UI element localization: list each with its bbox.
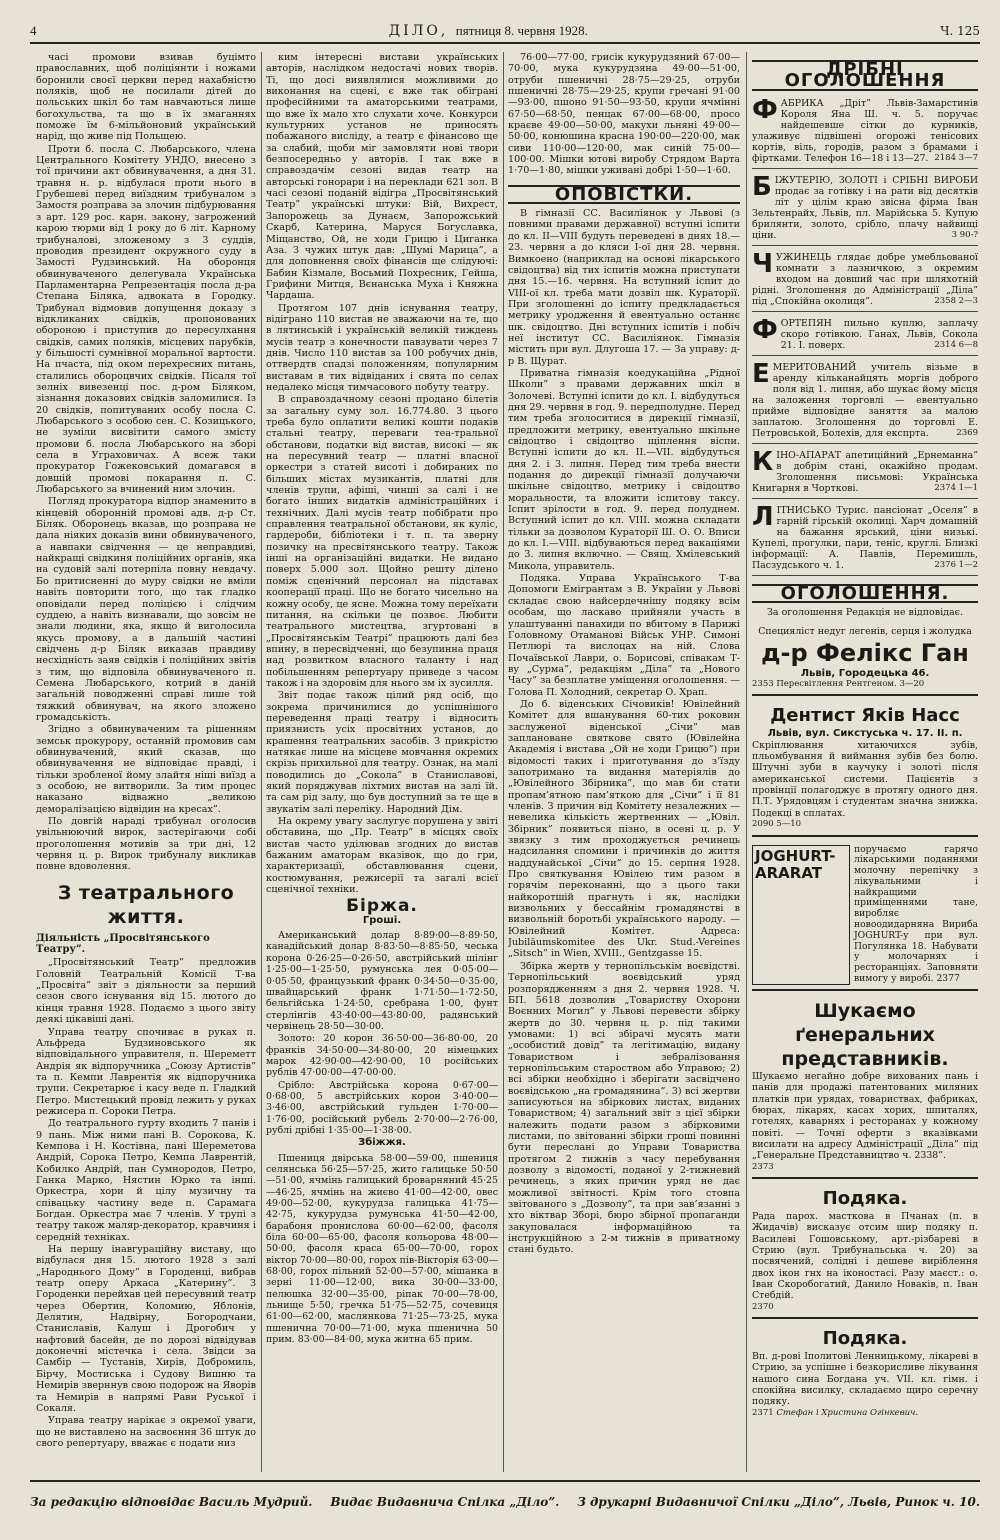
thanks-text: Рада парох. масткова в Пчанах (п. в Жидачів) висказує отсим шир подяку п. Василеві Гошовському, арт.-різбареві в Стрию (вул. Трибунальська ч. 20) за посвячений, солідні і дешеве виріблення двох ікон гнх на іконостасі. Разу маєст.: о. Іван Скоробогатий, Данило Новаків, п. Іван Стебдій. bbox=[752, 1210, 978, 1302]
ad-dropcap: Е bbox=[752, 358, 770, 389]
column-divider bbox=[746, 52, 747, 1472]
article-paragraph: „Просвітянський Театр” предложив Головній Театральній Комісії Т-ва „Просвіта” звіт з діяльности за перший сезон свого існування від 15. лютого до кінця травня 1928. Подаємо з цього звіту деякі цікавіші дані. bbox=[36, 957, 256, 1026]
thanks-footer bbox=[752, 1408, 978, 1419]
ad-code: 2358 2—3 bbox=[934, 295, 978, 306]
ad-dropcap: Ф bbox=[752, 314, 778, 345]
exchange-continued: 76·00—77·00, грисік кукурудзяний 67·00—70·00, мука кукурудзяна 49·00—51·00, отруби пшеничні 28·75—29·25, отруби пшеничні 28·75—29·25, крупи гречані 91·00—93·00, пшоно 91·50—93·50, крупи ячмінні 67·50—68·50, пенцак 67·00—68·00, просо краєве 49·00—50·00, макухи льняні 49·00—50·00, конюшина красна 190·00—220·00, мак сиви 110·00—120·00, мак синій 75·00—100·00. Мішки ютові виробу Стрядом Варта 1·70—1·80, мішки уживані добрі 1·50—1·60. bbox=[508, 52, 740, 177]
small-ad bbox=[752, 502, 978, 576]
article-paragraph: Згідно з обвинуваченим та рішенням земськ прокурору, останній промовив сам обвинувачений, який сказав, що обвинувачення не відповідає правді, і тільки зробленої йому злайтя ніші виїзд а з особою, не витворили. За тим процес наказано відважно „великою деморалізацією відвідин на кресах”. bbox=[36, 724, 256, 815]
footer-publisher: Видає Видавнича Спілка „Діло”. bbox=[330, 1495, 560, 1509]
seeking-title: Шукаємо ґенеральних представників. bbox=[781, 999, 949, 1070]
small-ad bbox=[752, 95, 978, 169]
ad-code: 2376 1—2 bbox=[934, 559, 978, 570]
notice-item: До б. віденських Січовиків! Ювілейний Комітет для вшанування 60-тих роковин заслуженої віденської „Січи” мав заплановане святкове свято (Ювілейна Академія і вистава „Ой не ходи Грицю”) при відомості таких і приготування до з’їзду запотримано та видання матеріялів до „Ювілейного Збірника”, що мав би стати пропам’ятною пам’яткою для „Січи” і її 81 членів. З причин від Комітету незалежних — невелика кількість жертвенних — „Ювіл. Збірник” появиться пізно, в осені ц. р. У звязку з тим проходжується речинець надсилання спомини і причинків до життя наддунайської „Січи” до 15. серпня 1928. Про святкування Ювілею тим разом в горячім переконанні, що з цього таки найкоротшій прагнуть і як, наслідки визвольних у бессайнім громадянстві в визвольній боротьбі українського народу. — Ювілейний Комітет. Адреса: Jubiläumskomitee des Ukr. Stud.-Vereines „Sitsch” in Wien, XVIII., Gentzgasse 15. bbox=[508, 698, 740, 960]
thanks-code: 2371 bbox=[752, 1407, 774, 1418]
article-paragraph: ким інтересні вистави українських авторів, наслідком недостачі нових творів. Ті, що досі виявлялися можливими до виконання на сцені, є вже так обіграні професійними та аматорськими театрами, що вже їх мало хто слухати хоче. Конкурси культурних установ не приносять побажаного висліду, а театр є фінансово ще за слабий, щоби міг замовляти нові твори безпосередньо у авторів. І так вже в справоздачім сезоні видав театр на авторські гонорари і на переклади 621 зол. В часі сезоні поданій відігра „Просвітянський Театр” українські штуки: Вій, Вихрест, Запорожець за Дунаєм, Запорожський Скарб, Катерина, Маруся Богуславка, Міщанство, Ой, не ходи Грицю і Циганка Аза. З чужих штук дав: „Шумі Марица”, а для доповнення своїх фінансів ще слідуючі: Бабин Кізмале, Восьмий Похресник, Гейша, Грифини Митця, Вєнанська Муха і Княжна Чардаша. bbox=[266, 52, 498, 302]
doctor-extra: Пересвітлення Рентгеном. 3—20 bbox=[776, 679, 925, 690]
thanks-heading: Подяка. bbox=[822, 1328, 908, 1350]
ad-text: УЖИНЕЦЬ глядає добре умебльованої комнати з лазничкою, з окремим входом на довший час при шляхотній рідні. Зголошення до Адміністрації „Діла” під „Спокійна околиця”. bbox=[752, 251, 978, 307]
ad-text: ОРТЕПЯН пильно куплю, заплачу скоро готівкою. Ганах, Львів, Сокола 21. І. поверх. bbox=[780, 317, 978, 351]
doctor-specialty: Специяліст недуг легенів, серця і жолудка bbox=[758, 626, 972, 638]
seeking-ad bbox=[752, 995, 978, 1179]
ad-code: 2374 1—1 bbox=[934, 482, 978, 493]
thanks-heading: Подяка. bbox=[822, 1187, 908, 1209]
small-ad bbox=[752, 447, 978, 499]
general-ads-heading: ОГОЛОШЕННЯ. bbox=[752, 584, 978, 603]
article-paragraph: По довгій нараді трибунал оголосив увільнюючий вирок, застерігаючи собі проголошення мотивів за три дні, 12 червня ц. р. Вирок трибуналу викликав повне вдоволення. bbox=[36, 816, 256, 873]
column-1 bbox=[36, 52, 256, 1472]
article-paragraph: На окрему увагу заслугує порушена у звіті обставина, що „Пр. Театр” в місцях своїх вистав часто уділював згодних до вистав бажаним аматорам вказівок, що до гри, характеризації, обставлювання сцени, костюмування, режисерії та загалі всієї сценічної техніки. bbox=[266, 816, 498, 896]
column-divider bbox=[261, 52, 262, 1472]
page-footer bbox=[30, 1480, 980, 1522]
article-paragraph: Проти б. посла С. Любарського, члена Центрального Комітету УНДО, внесено з тої причини акт обвинувачення, а дня 31. травня н. р. відбулася проти нього в Грубешеві перед виїздним трибуналом з Замостя розправа за злочин підбурювання з арт. 129 рос. карн. закону, загрожений карою тюрми від 1 року до 6 літ. Карному трибуналові, зложеному з 3 суддів, проводив президент окружного суду в Замості Рудзинський. На оборонця обвинуваченого делегувала Українська Парламентарна Репрезентація посла д-ра Степана Біляка, адвоката в Городку. Трибунал відмовив допущення доказу з відкликаних свідків, пропонованих обороною і приступив до пересулхання свідків, самих поляків, місцевих парубків, у більшості сумнівної моральної вартости. На пчаста, під оком перехресних питань, сталились обороцвчих свідків. Пісаля тої зелніх вивезенці пос. д-ром Біляком, зізнання доказових свідків заломилися. Із 20 свідків, попитуваних особу посла С. Любарського з особою сен. С. Козицького, не зуміли висвітити самого змісту промови б. посла Любарського на зборі села в Уграховичах. А всеж таки прокуратор Гожековський домагався в довшій промові покарання п. С. Любарського за вчинений ним злочин. bbox=[36, 143, 256, 496]
newspaper-name: ДІЛО, bbox=[388, 23, 449, 39]
article-paragraph: На першу інавгураційну виставу, що відбулася дня 15. лютого 1928 з залі „Народнього Дому” в Городенці, вибрав театр оперу Аркаса „Катерину”. З Городенки перейхав цей пересувний театр через Обертин, Коломию, Яблонів, Делятин, Надвірну, Богородчани, Станиславів, Калуш і Дрогобич у нафтовий басейн, де по дорозі відвідував доконечні містечка і села. Звідси за Самбір — Тустанів, Хирів, Добромиль, Бірчу, Мостиська і Судову Вишню та Немирів зверннув свою подорож на Яворів та Немирів в напрямі Рави Руської і Сокаля. bbox=[36, 1244, 256, 1414]
ad-code: 3 90-? bbox=[951, 229, 978, 240]
masthead bbox=[30, 20, 980, 44]
ad-text: МЕРИТОВАНИЙ учитель візьме в аренду кільканайцять моргів доброго поля від 1. липня, або шукає йому місця на заложення торговлі — евентуально прийме відповідне заняття за малою заплатою. Зголошення до торговлі Е. Петровськой, Болехів, для експрта. bbox=[752, 361, 978, 439]
doctor-address: Львів, Городецька 46. bbox=[800, 667, 930, 679]
doctor-footer bbox=[752, 679, 978, 690]
article-paragraph: часі промови взивав буцімто православних, щоб поліціянти і ножами боронили своєї церкви перед нахабністю поляків, щоб не посилали дітей до польських шкіл бо там навчаються лише богохульства, та що в їх змаганнях поможе їм 6-мільйоновий український нарід, що живе під Польщею. bbox=[36, 52, 256, 143]
issue-date: пятниця 8. червня 1928. bbox=[455, 23, 588, 38]
ad-dropcap: Ф bbox=[752, 94, 778, 125]
ad-code: 2314 6—8 bbox=[934, 339, 978, 350]
yoghurt-ad bbox=[752, 841, 978, 991]
notice-item: Подяка. Управа Українського Т-ва Допомоги Емігрантам з В. України у Львові складає свою найсердечнішу подяку всім особам, що ласкаво прийняли участь в улаштуванні панахиди по вбитому в Парижі Головному Отаманові Військ УНР. Симоні Петлюрі та вислоцах на ній. Слова Почаївської Лаври, о. Борисові, співакам Т-ву „Сурма”, редакціям „Діла” та „Нового Часу” за безплатне уміщення оголошення. — Голова П. Холодний, секретар О. Храп. bbox=[508, 573, 740, 698]
footer-editor: За редакцію відповідає Василь Мудрий. bbox=[30, 1495, 313, 1509]
article-paragraph: Управа театру нарікає з окремої уваги, що не виставлено на засвоєння 36 штук до свого репертуару, вважає є подати низ bbox=[36, 1415, 256, 1449]
yoghurt-text: поручаємо гарячо лікарськими поданнями молочну перепічку з лікувальними і найкращими приміщеннями тане, виробляє новоодидарняна Вириба JOGHURT-у при вул. Погулянка 18. Набувати у молочарнях і ресторанціях. Заповняти вимогу у виробі. 2377 bbox=[854, 843, 978, 985]
footer-printer: З друкарні Видавничої Спілки „Діло”, Львів, Ринок ч. 10. bbox=[577, 1495, 980, 1509]
thanks-signature: Стефан і Христина Огінкевич. bbox=[776, 1407, 919, 1418]
ad-dropcap: Ч bbox=[752, 248, 774, 279]
ad-dropcap: К bbox=[752, 446, 774, 477]
doctor-ad bbox=[752, 622, 978, 696]
dentist-ad bbox=[752, 700, 978, 836]
column-divider bbox=[503, 52, 504, 1472]
theatre-heading: З театрального життя. bbox=[57, 881, 235, 928]
exchange-subheading-grain: Збіжжя. bbox=[358, 1137, 406, 1149]
exchange-gold: Золото: 20 корон 36·50·00—36·80·00, 20 франків 34·50·00—34·80·00, 20 німецьких марок 42·90·00—42·90·00, 10 російських рублів 47·00·00—47·00·00. bbox=[266, 1033, 498, 1079]
article-paragraph: Протягом 107 днів існування театру, відіграно 110 вистав не зважаючи на те, що в лятинській і українській великій тиждень мусів театр з конечности павзувати через 7 днів. Число 110 вистав за 100 робучих днів, оттвердтв спадзі положенням, популярним виставам в тих відвіданих і свята по селах недалеко місця тимчасового побуту театру. bbox=[266, 302, 498, 393]
small-ad bbox=[752, 359, 978, 444]
general-ads-note: За оголошення Редакція не відповідає. bbox=[766, 607, 964, 619]
notice-item: В гімназії СС. Василіянок у Львові (з повними правами державної) вступні іспити до кл. II—VIII будуть переведені в днях 18.—23. червня а до кляси І-ої дня 28. червня. Вимкоено (наприклад на основі лікарського свідоцтва) від тих іспитів можна приступати дня 15.—16. червня. На вступний іспит до VIII-ої кл. треба мати дозвіл шк. Кураторії. При зголошенні до іспиту предкладається метрику уродження й евентуально останнє шк. свідоцтво. Дні вступних іспитів і побіч неї інститут СС. Василіянок. Гімназія містить при вул. Длугоша 17. — За управу: д-р В. Щурат. bbox=[508, 208, 740, 367]
page-number: 4 bbox=[30, 23, 37, 38]
notice-item: Приватна гімназія коедукаційна „Рідної Школи” з правами державних шкіл в Золочеві. Вступні іспити до кл. І. відбудуться дня 29. червня в год. 9. передполудне. Перед тим треба зголоситися в дирекції гімназії, предложити метрику, евентуально шкільне свідоцтво і свідоцтво щіплення віспи. Вступні іспити до кл. II.—VII. відбудуться дня 2. і 3. липня. Перед тим треба внести подання до дирекції гімназії долучаючи шкільне свідоцтво, метрику і свідоцтво моральности, та вложити іспитову таксу. Іспит зрілости в год. 9. перед полуднем. Вступний іспит до кл. VIII. можна складати тільки за дозволом Кураторії Ш. О. О. Вписи до кл. І.—VIII. відбуваються перед вакаціями до 3. липня включно. — Свящ. Хмілевський Микола, управитель. bbox=[508, 367, 740, 572]
small-ad bbox=[752, 172, 978, 246]
exchange-heading: Біржа. bbox=[346, 896, 418, 917]
exchange-subheading-money: Гроші. bbox=[362, 914, 402, 926]
column-3 bbox=[508, 52, 740, 1472]
ad-code: 2369 bbox=[956, 427, 978, 438]
article-paragraph: В справоздачному сезоні продано білетів за загальну суму зол. 16.774.80. З цього треба було оплатити великі кошти подаків стальні театру, переваги теа-тральної обстанови, податки від вистав, високі — як на пересувний театр — платні власної оркестри з статей висоті і добираних по більших містах музикантів, платні для членів трупи, афіші, чинші за салі і не богато інших видатків адміністраційних і технічних. Далі мусів театр побібрати про справлення театральної обстанови, як куліс, гардероби, бібліотеки і т. п. та зверну позичку на пресвітянського театру. Також інші на організаційні видатки. Не видано поверх 5.000 зол. Щойно решту ділено поміж сценічний персонал на підставах кооперації праці. Що не богато чисельно на кожну особу, це ясне. Можна тому переїхати питання, на скільки це позвоє. Любити театрального мистецтва, згуртовані в „Просвітянськім Театрі” працюють далі без впину, в пересвідченні, що безупинна праця над розвитком власного таланту і над побільшенням репертуару приведе з часом також і на здоровім для нього зм іх зусилля. bbox=[266, 394, 498, 689]
ad-text: ІНО-АПАРАТ апетиційний „Ернеманна” в добрім стані, окажійно продам. Зголошення письмові: Українська Книгарня в Чорткові. bbox=[752, 449, 978, 494]
small-ad bbox=[752, 315, 978, 356]
article-paragraph: Управа театру спочиває в руках п. Альфреда Будзиновського як відповідального управителя, п. Шереметт Андрія як відпоручника „Союзу Артистів” та п. Кемпи Лаврентія як відпоручника трупи. Секретарює і касу веде п. Гладкий Петро. Мистецький провід лежить у руках режисера п. Сороки Петра. bbox=[36, 1026, 256, 1117]
small-ad bbox=[752, 249, 978, 312]
column-4 bbox=[752, 52, 978, 1472]
issue-number: Ч. 125 bbox=[940, 24, 980, 38]
ad-text: АБРИКА „Дріт” Львів-Замарстинів Короля Яна Ш. ч. 5. поручає найдешевше сітки до курників, улаживує підвішені огорожі тенісових кортів, віль, городів, разом з брамами і фіртками. Телефон 16—18 і 13—27. bbox=[752, 97, 978, 164]
ad-text: ІТНИСЬКО Турис. пансіонат „Оселя” в гарній гірській околиці. Харч домашній на бажання ярський, ціни низькі. Купелі, прогулки, пари, теніс, круглі. Близкі інформації: А. Павлів, Перемишль, Пасзудського ч. 1. bbox=[752, 504, 978, 571]
notice-item: Збірка жертв у тернопільськім воєвідстві. Тернопільський воєвідський уряд розпорядженням з дня 2. червня 1928. Ч. БП. 5618 дозволив „Товариству Охорони Воєнних Могил” у Львові перевести збірку жертв до 30. червня ц. р. під такими умовами: 1) всі збірачі мусять мати „особистий довід” та легітимацію, видану Товариством і зебралізовання тернопільським староством або Управою; 2) всі збірки необхідно і зберігати засвідчено воєвідською „на громадянина”. 3) всі жертви записуються на збіркових листах, виданих Товариством; 4) загальний звіт з цієї збірки належить подати разом з збірковими листами, по звітованні збірки гроші повинні бути переслані до Управи Товариства протягом 2 тижнів з часу перебування дозволу з відомості, поданої у 2-тижневий речинець, з яких причин уряд не дає можливої звітності. Крім того стовпа звітованого з „Дозволу”, та при зав’язанні з хто віктвар Зборі, бюро збірної пропаганди закуповалася інформаційною та інструкційною з 2-м тижнів в приватному стані будьто. bbox=[508, 960, 740, 1256]
exchange-grain: Пшениця двірська 58·00—59·00, пшениця селянська 56·25—57·25, жито галицьке 50·50—51·00, ячмінь галицький броварняний 45·25—46·25, ячмінь на жиєво 41·00—42·00, овес 49·00—52·00, кукурудза галицька 41·75—42·75, кукурудза румунська 41·50—42·00, барабоня пронислова 60·00—62·00, фасоля біла 60·00—65·00, фасоля кольорова 48·00—50·00, фасоля краса 65·00—70·00, горох віктор 70·00—80·00, горох пів-Вікторія 63·00—68·00, горох пільний 52·00—57·00, мішанка в зерні 11·00—12·00, вика 30·00—33·00, пелюшка 32·00—35·00, ріпак 70·00—78·00, льнище 5·50, гречка 51·75—52·75, сочевиця 61·00—62·00, маслянкова 71·25—73·25, мука пшенична 70·00—71·00, мука пшенична 50 прим. 83·00—84·00, мука житна 65 прим. bbox=[266, 1152, 498, 1346]
seeking-text: Шукаємо негайно добре вихованих пань і панів для продажі патентованих миляних платків при урядах, товариствах, фабриках, бюрах, лікарях, касах хорих, шпиталях, готелях, каварнях і ресторанах у кожному повіті. — Точні оферти з вказівками висилати на адресу Адміністрації „Діла” під „Генеральне Представництво ч. 2338”. bbox=[752, 1070, 978, 1162]
ad-dropcap: Б bbox=[752, 171, 772, 202]
doctor-name: д-р Фелікс Ган bbox=[761, 638, 969, 667]
newspaper-title bbox=[389, 23, 588, 39]
thanks-text: Вп. д-рові Іполитові Ленницькому, лікареві в Стрию, за успішне і безкорисливе лікування нашого сина Богдана уч. VII. кл. гімн. і спокійна висилку, складаємо щиро серечну подяку. bbox=[752, 1351, 978, 1408]
article-paragraph: Погляд прокуратора відпор знаменито в кінцевій оборонній промові адв. д-р Ст. Біляк. Оборонець вказав, що розправа не дала ніяких доказів вини обвинуваченого, а навпаки свідчення — це неправдиві, найкращі свідкиня поліційних органів, яка на судовій залі потерпіла повну невдачу. Бо притисненні до муру свідки не вміли навіть повторити того, що так гладко оповідали перед поліцією і слідчим суддею, а навіть визнавали, що зовсім не знали людини, яка, якщо й виголосила якусь промову, а в дальшій частині свідчень д-р Біляк виказав правдиву несхідність заяв свідків і поліційних звітів з тим, що відповіла обвинуваченого п. Семена Любарського, котрий в даній загальній поводженні справі лише той тяжкий обвинувач, на якого зложено громадськість. bbox=[36, 496, 256, 723]
thanks-ad bbox=[752, 1323, 978, 1423]
dentist-text: Скріплювання хитаючихся зубів, пльомбування й виймання зубів без болю. Штучні зуби в каучуку і золоті після американської системи. Пацієнтів з провінції полагоджує в протягу одного дня. П.Т. Урядовцям і студентам значна знижка. Подекці в сплатах. bbox=[752, 739, 978, 819]
yoghurt-logo: JOGHURT-ARARAT bbox=[752, 845, 850, 985]
thanks-code: 2370 bbox=[752, 1301, 774, 1312]
dentist-code: 2090 5—10 bbox=[752, 819, 802, 830]
small-ads-heading: ДРІБНІ ОГОЛОШЕННЯ bbox=[752, 60, 978, 91]
dentist-name: Дентист Яків Насс bbox=[770, 705, 960, 727]
exchange-silver: Срібло: Австрійська корона 0·67·00—0·68·00, 5 австрійських корон 3·40·00—3·46·00, австрійський гульден 1·70·00—1·76·00, російський рубель 2·70·00—2·76·00, рублі дрібні 1·35·00—1·38·00. bbox=[266, 1079, 498, 1136]
dentist-address: Львів, вул. Сикстуська ч. 17. II. п. bbox=[767, 728, 963, 740]
theatre-subheading: Діяльність „Просвітянського Театру”. bbox=[36, 932, 210, 956]
article-paragraph: До театрального гурту входить 7 панів і 9 пань. Між ними пані В. Сорокова, К. Кемпова і Н. Костівна, пані Шереметова Андрій, Сорока Петро, Кемпа Лаврентій, Кобилко Андрій, пан Сумнородов, Петро, Ганка Марко, Нястин Юрко та інші. Оркестра, хори й цілу музичну та співацьку частину веде п. Сарамага Богдан. Оркестра має 7 членів. У трупі з театру також маляр-декоратор, кравчиня і середній техніках. bbox=[36, 1118, 256, 1243]
notices-heading: ОПОВІСТКИ. bbox=[508, 185, 740, 204]
ad-code: 2184 3—7 bbox=[934, 152, 978, 163]
ad-text: ІЖУТЕРІЮ, ЗОЛОТІ і СРІБНІ ВИРОБИ продає за готівку і на рати від десятків літ у цілім краю звісна фірма Іван Зельтенрайх, Львів, пл. Марійська 5. Купую брилянти, золото, срібло, плачу найвищі ціни. bbox=[752, 174, 978, 241]
thanks-ad bbox=[752, 1183, 978, 1319]
article-paragraph: Звіт подає також цілий ряд осіб, що зокрема причинилися до успішнішого переведення праці театру і відносить приязнисть усіх просвітних установ, до крашення театральних засобів. З прикрістю натякає лише на місцеве мовчання окремих скрізь прихильної для театру. Ознак, на малі поводились до „Сокола” в Станиславові, який поряджував ліхтмих вистав на залі їй. та сам рід залу, що був доступний за те ще в звукатім залі переліку. Народний Дім. bbox=[266, 690, 498, 815]
column-2 bbox=[266, 52, 498, 1472]
doctor-code: 2353 bbox=[752, 679, 774, 690]
ad-dropcap: Л bbox=[752, 501, 774, 532]
exchange-money: Американський долар 8·89·00—8·89·50, канадійський долар 8·83·50—8·85·50, чеська корона 0·26·25—0·26·50, австрійський шілінг 1·25·00—1·25·50, румунська лея 0·05·00—0·05·50, французький франк 0·34·50—0·35·00, швайцарський франк 1·71·50—1·72·50, бельгійська 1·24·50, сребрана 1·00, фунт стерлінгів 43·40·00—43·80·00, радянський червінець 28·50—30·00. bbox=[266, 930, 498, 1032]
seeking-code: 2373 bbox=[752, 1161, 774, 1172]
